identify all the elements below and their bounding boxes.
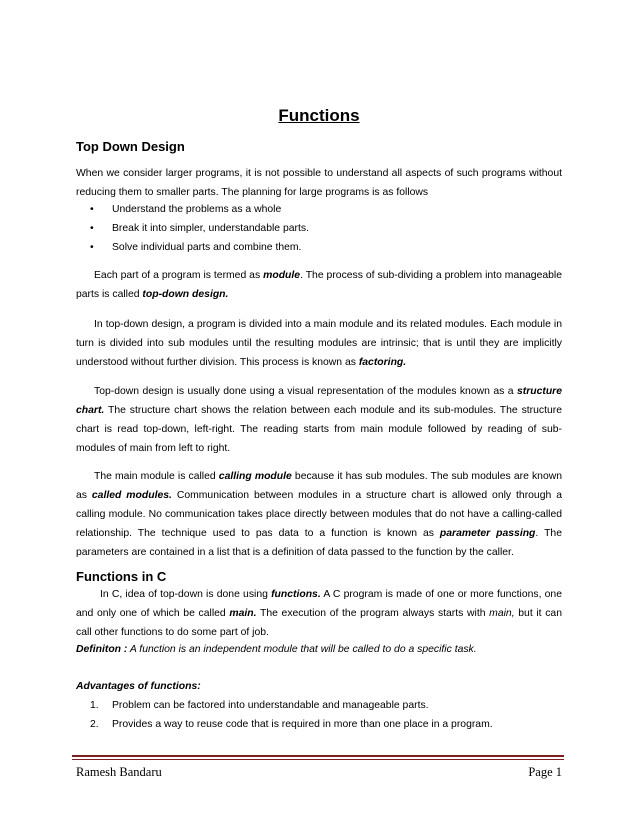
definition-line: Definiton : A function is an independent module that will be called to do a specific task.	[76, 644, 477, 655]
list-item: • Break it into simpler, understandable parts.	[90, 219, 309, 238]
intro-paragraph: When we consider larger programs, it is not possible to understand all aspects of such programs without reducing them to smaller parts. The planning for large programs is as follows	[76, 168, 562, 198]
footer-author: Ramesh Bandaru	[76, 765, 162, 779]
bullet-marker: •	[90, 223, 94, 234]
section-heading-functions-in-c: Functions in C	[76, 569, 167, 584]
bullet-marker: •	[90, 242, 94, 253]
planning-bullet-list	[90, 200, 309, 257]
module-paragraph: Each part of a program is termed as module. The process of sub-dividing a problem into manageable parts is called top-down design.	[76, 270, 562, 300]
calling-module-paragraph: The main module is called calling module because it has sub modules. The sub modules are known as called modules. Communication between modules in a structure chart is allowed only through a calling module. No communication takes place directly between modules that do not have a calling-called relationship. The technique used to pas data to a function is known as parameter passing. The parameters are contained in a list that is a definition of data passed to the function by the caller.	[76, 471, 563, 558]
footer-rule-thick	[72, 755, 564, 757]
section-heading-top-down: Top Down Design	[76, 139, 185, 154]
list-item: 2. Provides a way to reuse code that is required in more than one place in a program.	[90, 719, 493, 730]
structure-chart-paragraph: Top-down design is usually done using a visual representation of the modules known as a structure chart. The structure chart shows the relation between each module and its sub-modules. The structure chart is read top-down, left-right. The reading starts from main module followed by reading of sub-modules of main from left to right.	[76, 386, 562, 454]
advantages-list	[90, 696, 493, 734]
advantages-heading: Advantages of functions:	[76, 681, 201, 692]
definition-label: Definiton :	[76, 644, 128, 655]
bullet-marker: •	[90, 204, 94, 215]
list-item: • Understand the problems as a whole	[90, 200, 309, 219]
factoring-paragraph: In top-down design, a program is divided into a main module and its related modules. Each module in turn is divided into sub modules until the resulting modules are intrinsic; that is until they are implicitly understood without further division. This process is known as factoring.	[76, 319, 562, 368]
functions-in-c-paragraph: In C, idea of top-down is done using functions. A C program is made of one or more functions, one and only one of which be called main. The execution of the program always starts with main, but it can call other functions to do some part of job.	[76, 589, 562, 638]
list-item: 1. Problem can be factored into understandable and manageable parts.	[90, 700, 429, 711]
footer-page-number: Page 1	[528, 765, 562, 779]
list-item: • Solve individual parts and combine them.	[90, 238, 309, 257]
page-title: Functions	[278, 106, 360, 125]
footer-rule-thin	[72, 759, 564, 760]
